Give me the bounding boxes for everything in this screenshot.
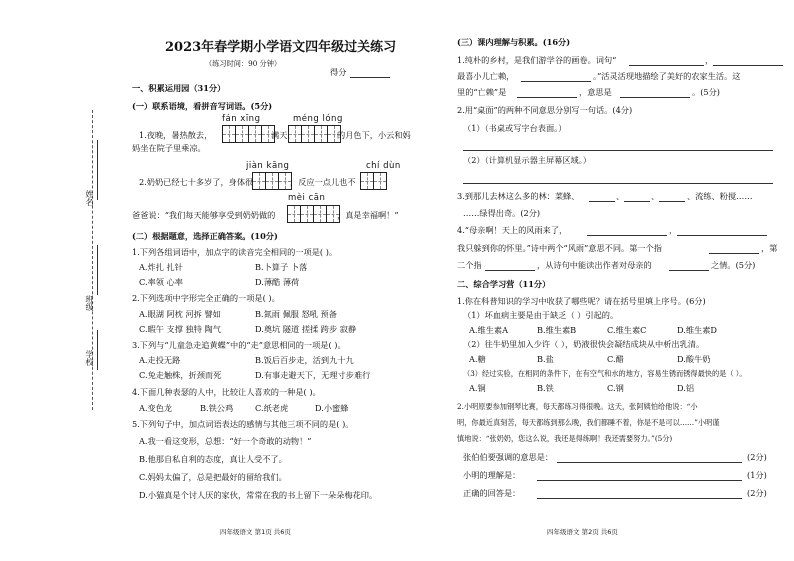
q1-text-c: 的月色下，小云和妈 (337, 130, 411, 140)
r4-text-e: 二个指 (457, 260, 482, 270)
mc-q3: 3.下列与“儿童急走追黄蝶”中的“走”意思相同的一项是( )。 (132, 340, 346, 350)
r2-question: 2.用“桌面”的两种不同意思分别写一句话。(4分) (457, 105, 633, 115)
s2-text-c: 慎地说：“张奶奶，您这么说，我还是得练啊！我还需要努力。”(5分) (457, 434, 673, 443)
sub2-heading: (二）根据题意，选择正确答案。(10分) (132, 231, 278, 241)
r2-answer-line-2[interactable] (463, 183, 773, 184)
r2-part1: （1）（书桌或写字台表面。） (463, 123, 567, 133)
mc-q5: 5.下列句子中，加点词语表达的感情与其他三项不同的是( )。 (132, 419, 354, 429)
s1-part2-b[interactable]: B.盐 (537, 354, 554, 364)
r3-blank-3[interactable] (659, 201, 685, 202)
q3-text-b: ，真是幸福啊！” (337, 210, 399, 220)
q1-text-d: 妈坐在院子里乘凉。 (132, 143, 206, 153)
exam-title: 2023年春学期小学语文四年级过关练习 (165, 40, 397, 55)
q2-text-b: ，反应一点儿也不 (290, 177, 356, 187)
s2-points-2: (1分) (747, 470, 767, 480)
school-blank[interactable] (97, 330, 98, 370)
mc-q5-a[interactable]: A.我一看这变形，总想：“好一个奇敢的动物！” (139, 436, 312, 446)
s1-part3-d[interactable]: D.铝 (677, 383, 695, 393)
score-label: 得分 (330, 67, 347, 77)
s1-part2: （2）往牛奶里加入少许（ ），奶液很快会凝结成块从中析出乳清。 (463, 339, 705, 349)
s2-prompt-2: 小明的理解是： (463, 470, 521, 480)
r1-blank-1[interactable] (629, 65, 704, 66)
r1-text-f: ，意思是 (579, 87, 612, 97)
r1-blank-3[interactable] (521, 81, 591, 82)
mc-q2-b[interactable]: B.氮雨 佩服 怒吼 预备 (255, 309, 337, 319)
mc-q5-b[interactable]: B.他那自私自利的态度，真让人受不了。 (139, 454, 287, 464)
s2-prompt-1: 张伯伯要强调的意思是： (463, 452, 554, 462)
mc-q3-c[interactable]: C.兔走触株，折颈而死 (139, 370, 222, 380)
answer-grid-meican[interactable] (287, 205, 340, 223)
name-blank[interactable] (97, 140, 98, 200)
r3-text-c: 、 (651, 191, 660, 201)
mc-q2-a[interactable]: A.眼湖 阿枕 河拆 譬如 (139, 309, 221, 319)
r4-text-f: ，从诗句中能读出作者对母亲的 (537, 260, 652, 270)
r3-blank-1[interactable] (589, 201, 615, 202)
answer-grid-jiankang[interactable] (252, 172, 292, 190)
mc-q4-c[interactable]: C.纸老虎 (255, 403, 289, 413)
s1-part3: （3）经过实验，在相同的条件下，在有空气和水的地方，容易生锈而锈得最快的是（ ）。 (463, 369, 747, 378)
r1-blank-2[interactable] (713, 65, 783, 66)
s2-text-b: 明，你最近真刻苦，每天都练到那么晚，我们都睡不着，你是不是可以……”小明谨 (457, 418, 720, 427)
r1-text-d: 。”活灵活现地描绘了美好的农家生活。这 (593, 71, 741, 81)
r1-text-b: ， (705, 55, 714, 65)
r1-blank-4[interactable] (517, 97, 577, 98)
pinyin-chidun: chí dùn (366, 161, 401, 171)
mc-q3-d[interactable]: D.有事走避天下，无理寸步难行 (255, 370, 371, 380)
s2-prompt-3: 正确的回答是： (463, 488, 521, 498)
s2-points-3: (2分) (747, 488, 767, 498)
s1-part3-c[interactable]: C.钢 (607, 383, 624, 393)
q2-text-a: 2.奶奶已经七十多岁了，身体很 (139, 177, 254, 187)
mc-q3-b[interactable]: B.饭后百步走，活到九十九 (255, 355, 354, 365)
mc-q4-b[interactable]: B.铁公鸡 (200, 403, 234, 413)
r2-answer-line-1[interactable] (463, 150, 773, 151)
r4-text-a: 4.“母亲啊！天上的风雨来了， (457, 225, 568, 235)
r4-blank-1[interactable] (587, 235, 667, 236)
r1-text-g: 。(5分) (692, 87, 720, 97)
score-blank[interactable] (350, 77, 390, 78)
mc-q4: 4.下面几种表瑟的人中，比较让人喜欢的一种是( )。 (132, 387, 321, 397)
exam-time: （练习时间：90 分钟） (205, 59, 282, 68)
r4-text-b: ， (669, 225, 678, 235)
mc-q1-c[interactable]: C.率领 心率 (139, 277, 183, 287)
s2-answer-3[interactable] (537, 498, 742, 499)
r3-text-b: 、 (616, 191, 625, 201)
q1-text-a: 1.夜晚，暑热散去， (139, 130, 213, 140)
mc-q4-d[interactable]: D.小蜜蜂 (315, 403, 349, 413)
s1-part2-c[interactable]: C.醋 (607, 354, 624, 364)
s1-question: 1.你在科普知识的学习中收获了哪些呢？请在括号里填上序号。(6分) (457, 296, 706, 306)
s2-answer-1[interactable] (557, 462, 742, 463)
pinyin-meican: mèi cān (288, 193, 326, 203)
s1-part3-b[interactable]: B.铁 (537, 383, 554, 393)
s2-points-1: (2分) (747, 452, 767, 462)
r4-text-g: 之情。(5分) (711, 260, 756, 270)
pinyin-menglong: méng lóng (293, 114, 343, 124)
mc-q2: 2.下列选项中字形完全正确的一项是( )。 (132, 293, 280, 303)
answer-grid-fanxing[interactable] (222, 125, 275, 143)
section2-heading: 二、综合学习营（11分） (457, 279, 551, 289)
r4-text-d: ，第 (761, 243, 778, 253)
r1-text-a: 1.纯朴的乡村，是我们游学谷的画卷。词句“ (457, 55, 617, 65)
mc-q2-d[interactable]: D.奠坑 隧道 搓揉 跨步 寂静 (255, 324, 357, 334)
r4-blank-3[interactable] (709, 253, 759, 254)
r4-text-c: 我只躲到你的怀里。”诗中两个“风雨”意思不同。第一个指 (457, 243, 662, 253)
r4-blank-5[interactable] (669, 270, 709, 271)
class-blank[interactable] (97, 245, 98, 295)
q1-text-b: 满天， (271, 130, 296, 140)
pinyin-fanxing: fán xīng (222, 114, 261, 124)
s1-part3-a[interactable]: A.铜 (469, 383, 486, 393)
pinyin-jiankang: jiàn kāng (246, 161, 290, 171)
name-label: 姓名 (85, 190, 94, 206)
s2-answer-2[interactable] (537, 480, 742, 481)
mc-q2-c[interactable]: C.暇午 支撑 独特 陶气 (139, 324, 221, 334)
mc-q3-a[interactable]: A.走投无路 (139, 355, 181, 365)
r4-blank-4[interactable] (485, 270, 535, 271)
school-label: 学校 (85, 350, 94, 366)
s1-part2-d[interactable]: D.酸牛奶 (677, 354, 711, 364)
s2-text-a: 2.小明原要参加钢琴比赛，每天都练习得很晚。这天，张阿姨怕给他说：“小 (457, 402, 698, 411)
r3-text-e: ……绿得出奇。(2分) (463, 208, 541, 218)
class-label: 班级 (85, 295, 94, 311)
mc-q4-a[interactable]: A.变色龙 (139, 403, 173, 413)
r1-text-e: 里的“亡赖”是 (457, 87, 507, 97)
mc-q1: 1.下列各组词语中，加点字的读音完全相同的一项是( )。 (132, 247, 338, 257)
r3-text-a: 3.到那儿去林这么多的林：菜蜂、 (457, 191, 580, 201)
mc-q1-a[interactable]: A.炸扎 扎针 (139, 262, 183, 272)
mc-q5-c[interactable]: C.妈妈太偏了，总是把最好的留给我们。 (139, 472, 287, 482)
section1-heading: 一、积累运用园（31分） (132, 83, 226, 93)
s1-part1-c[interactable]: C.维生素C (607, 325, 647, 335)
sub1-heading: (一）联系语境，看拼音写词语。(5分) (132, 101, 273, 111)
mc-q1-b[interactable]: B.卜算子 卜落 (255, 262, 308, 272)
r3-blank-2[interactable] (624, 201, 650, 202)
s1-part1-b[interactable]: B.维生素B (537, 325, 577, 335)
page-footer-left: 四年级语文 第1页 共6页 (220, 528, 291, 536)
answer-grid-chidun[interactable] (360, 172, 387, 190)
r1-blank-5[interactable] (620, 97, 690, 98)
s1-part1-a[interactable]: A.维生素A (469, 325, 508, 335)
mc-q5-d[interactable]: D.小猫真是个讨人厌的家伙，常常在我的书上留下一朵朵梅花印。 (139, 490, 378, 500)
s1-part1-d[interactable]: D.维生素D (677, 325, 718, 335)
page-footer-right: 四年级语文 第2页 共6页 (547, 528, 618, 536)
mc-q1-d[interactable]: D.薄酷 薄荷 (255, 277, 300, 287)
answer-grid-menglong[interactable] (288, 125, 341, 143)
right-page (397, 0, 794, 561)
r2-part2: （2）（计算机显示器主屏幕区域。） (463, 155, 592, 165)
s1-part1: （1）坏血病主要是由于缺乏（ ）引起的。 (463, 310, 619, 320)
r1-text-c: 最喜小儿亡赖， (457, 71, 515, 81)
r4-blank-2[interactable] (677, 235, 767, 236)
sub3-heading: (三）课内理解与积累。(16分) (457, 37, 571, 47)
q3-text-a: 爸爸说：“我们每天能够享受到奶奶做的 (132, 210, 276, 220)
s1-part2-a[interactable]: A.糖 (469, 354, 486, 364)
r3-text-d: 、流练、粉搅…… (687, 191, 753, 201)
